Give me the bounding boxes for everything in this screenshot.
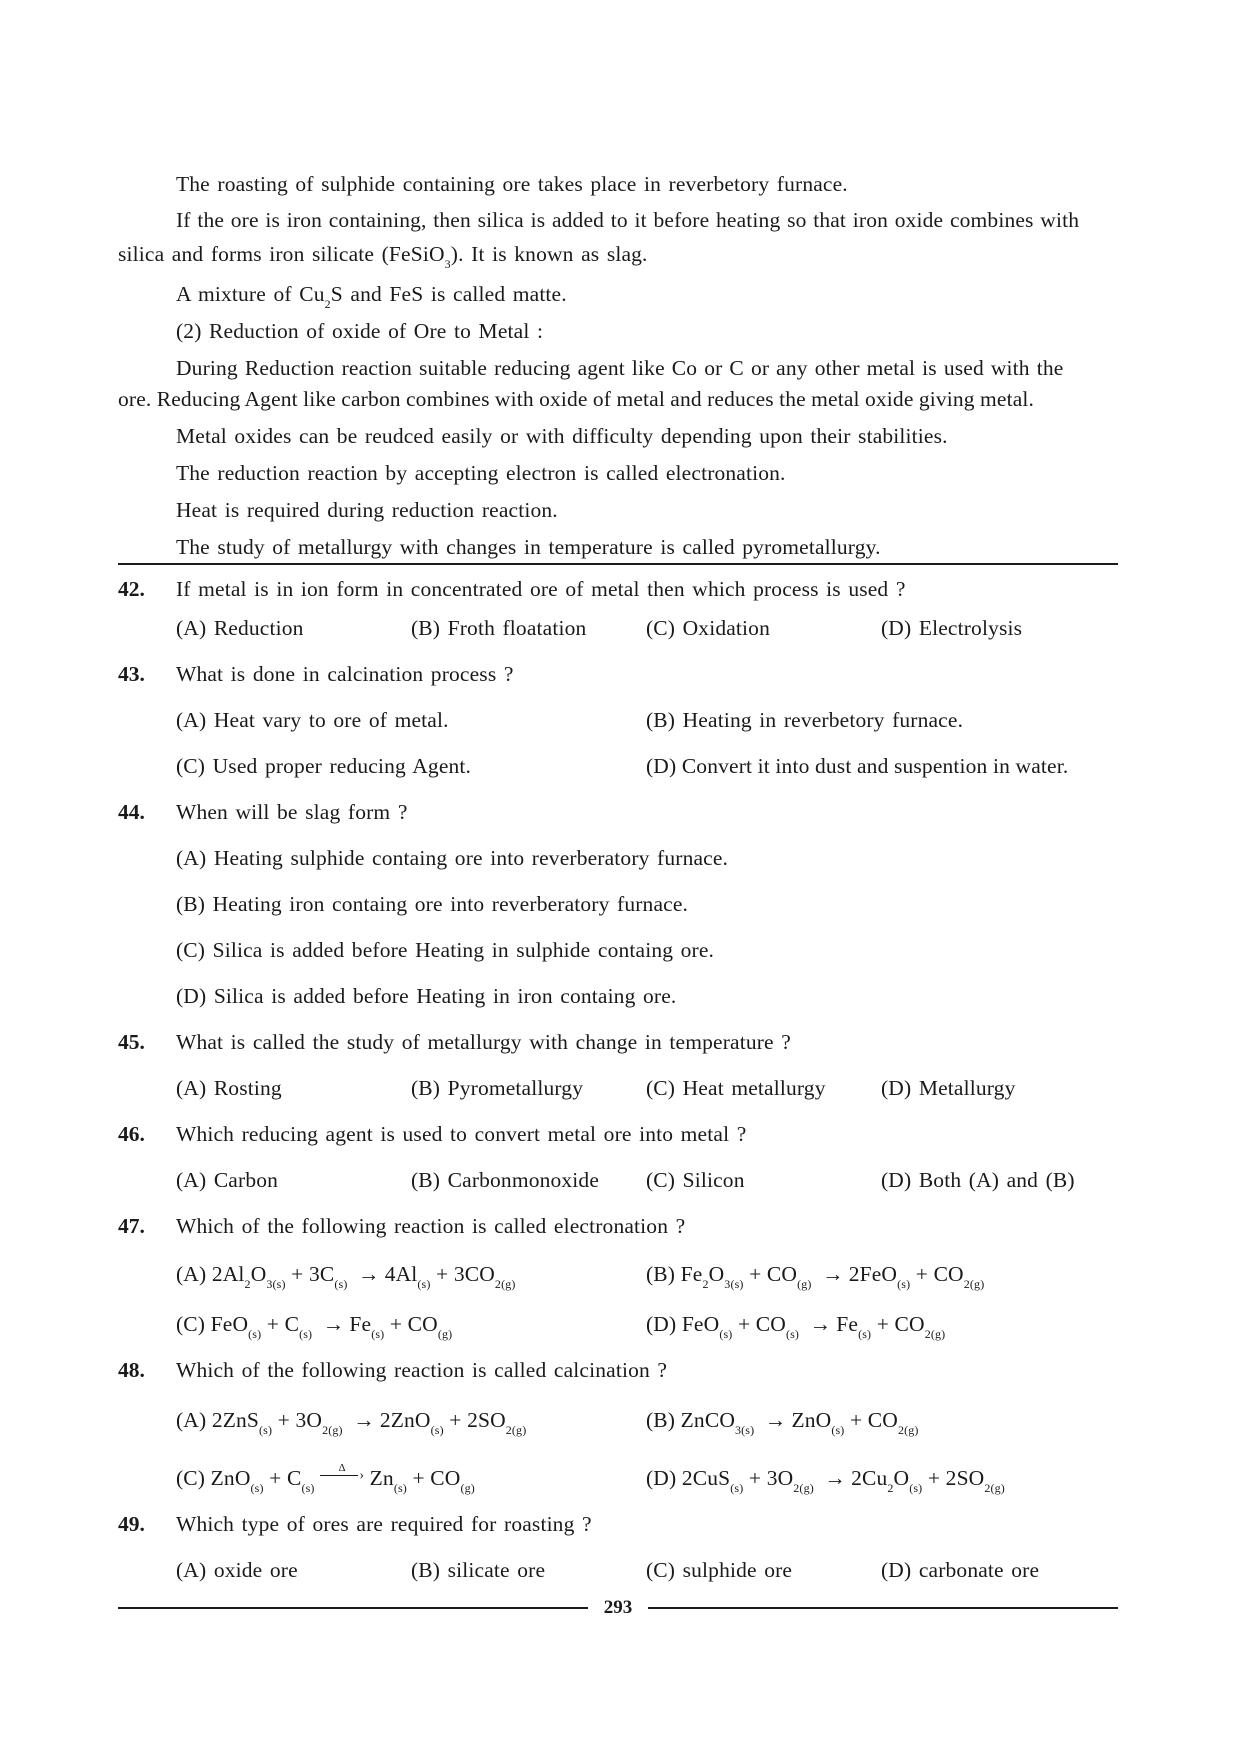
intro-silica-line2: silica and forms iron silicate (FeSiO$_3$). It is known as slag. xyxy=(118,242,648,271)
question-number: 47. xyxy=(118,1214,145,1238)
option-b-equation[interactable]: (B) $Fe_2O_{3(s)} + CO_{(g)} \to 2FeO_{(s)} + CO_{2(g)}$ xyxy=(646,1262,985,1291)
option-c[interactable]: (C) Used proper reducing Agent. xyxy=(176,754,472,778)
intro-silica-line1: If the ore is iron containing, then silica is added to it before heating so that iron oxide combines with xyxy=(176,208,1080,232)
question-text: When will be slag form ? xyxy=(176,800,408,824)
question-number: 44. xyxy=(118,800,145,824)
option-c[interactable]: (C) Oxidation xyxy=(646,616,770,640)
option-c[interactable]: (C) Silicon xyxy=(646,1168,745,1192)
reaction-arrow-icon: → xyxy=(824,1466,847,1490)
question-number: 48. xyxy=(118,1358,145,1382)
question-number: 45. xyxy=(118,1030,145,1054)
question-number: 42. xyxy=(118,577,145,601)
option-d[interactable]: (D) Metallurgy xyxy=(881,1076,1016,1100)
option-a[interactable]: (A) Rosting xyxy=(176,1076,282,1100)
reaction-arrow-icon: → xyxy=(358,1262,380,1286)
footer-rule-left xyxy=(118,1607,588,1609)
option-a[interactable]: (A) Heating sulphide containg ore into reverberatory furnace. xyxy=(176,846,729,870)
reaction-arrow-icon: → xyxy=(809,1312,832,1336)
option-d[interactable]: (D) carbonate ore xyxy=(881,1558,1040,1582)
intro-roasting-line: The roasting of sulphide containing ore takes place in reverbetory furnace. xyxy=(176,172,848,196)
question-text: Which type of ores are required for roasting ? xyxy=(176,1512,592,1536)
intro-electronation-line: The reduction reaction by accepting electron is called electronation. xyxy=(176,461,786,485)
option-d[interactable]: (D) Silica is added before Heating in iron containg ore. xyxy=(176,984,677,1008)
option-a-equation[interactable]: (A) $2ZnS_{(s)} + 3O_{2(g)} \to 2ZnO_{(s)} + 2SO_{2(g)}$ xyxy=(176,1408,527,1437)
question-number: 49. xyxy=(118,1512,145,1536)
reaction-arrow-icon: → xyxy=(322,1312,345,1336)
option-d[interactable]: (D) Electrolysis xyxy=(881,616,1023,640)
option-a[interactable]: (A) Heat vary to ore of metal. xyxy=(176,708,449,732)
option-c-equation[interactable]: (C) $ZnO_{(s)} + C_{(s)}$ Δ › $Zn_{(s)} + CO_{(g)}$ xyxy=(176,1462,475,1495)
intro-pyrometallurgy-line: The study of metallurgy with changes in temperature is called pyrometallurgy. xyxy=(176,535,881,559)
reaction-arrow-icon: → xyxy=(822,1262,844,1286)
option-c[interactable]: (C) Heat metallurgy xyxy=(646,1076,826,1100)
question-number: 43. xyxy=(118,662,145,686)
question-number: 46. xyxy=(118,1122,145,1146)
option-b[interactable]: (B) Heating iron containg ore into reverberatory furnace. xyxy=(176,892,689,916)
option-d[interactable]: (D) Both (A) and (B) xyxy=(881,1168,1075,1192)
question-text: Which reducing agent is used to convert metal ore into metal ? xyxy=(176,1122,747,1146)
option-a-equation[interactable]: (A) $2Al_2O_{3(s)} + 3C_{(s)} \to 4Al_{(s)} + 3CO_{2(g)}$ xyxy=(176,1262,516,1291)
option-d-equation[interactable]: (D) $FeO_{(s)} + CO_{(s)} \to Fe_{(s)} + CO_{2(g)}$ xyxy=(646,1312,946,1341)
intro-reduction-line1: During Reduction reaction suitable reducing agent like Co or C or any other metal is used with the xyxy=(176,356,1064,380)
heat-arrow-icon: Δ › xyxy=(320,1467,364,1485)
option-b[interactable]: (B) Carbonmonoxide xyxy=(411,1168,600,1192)
reaction-arrow-icon: → xyxy=(353,1408,375,1432)
option-c[interactable]: (C) Silica is added before Heating in sulphide containg ore. xyxy=(176,938,715,962)
intro-matte-line: A mixture of $Cu_2S$ and FeS is called matte. xyxy=(176,282,567,311)
option-d-equation[interactable]: (D) $2CuS_{(s)} + 3O_{2(g)} \to 2Cu_2O_{(s)} + 2SO_{2(g)}$ xyxy=(646,1466,1005,1495)
intro-metal-oxides-line: Metal oxides can be reudced easily or with difficulty depending upon their stabilities. xyxy=(176,424,948,448)
question-text: If metal is in ion form in concentrated ore of metal then which process is used ? xyxy=(176,577,906,601)
option-b-equation[interactable]: (B) ZnCO$_{3(s)}$ → $ZnO_{(s)} + CO_{2(g)}$ xyxy=(646,1408,919,1437)
intro-heat-line: Heat is required during reduction reaction. xyxy=(176,498,558,522)
option-a[interactable]: (A) Reduction xyxy=(176,616,304,640)
question-text: Which of the following reaction is called electronation ? xyxy=(176,1214,686,1238)
page-number: 293 xyxy=(603,1597,633,1618)
option-c[interactable]: (C) sulphide ore xyxy=(646,1558,793,1582)
option-b[interactable]: (B) Froth floatation xyxy=(411,616,587,640)
option-b[interactable]: (B) Pyrometallurgy xyxy=(411,1076,584,1100)
section-divider xyxy=(118,563,1118,565)
option-b[interactable]: (B) Heating in reverbetory furnace. xyxy=(646,708,964,732)
option-c-equation[interactable]: (C) $FeO_{(s)} + C_{(s)} \to Fe_{(s)} + CO_{(g)}$ xyxy=(176,1312,453,1341)
footer-rule-right xyxy=(648,1607,1118,1609)
question-text: What is done in calcination process ? xyxy=(176,662,514,686)
question-text: Which of the following reaction is called calcination ? xyxy=(176,1358,668,1382)
reaction-arrow-icon: → xyxy=(764,1408,787,1432)
question-text: What is called the study of metallurgy with change in temperature ? xyxy=(176,1030,791,1054)
option-a[interactable]: (A) Carbon xyxy=(176,1168,279,1192)
option-b[interactable]: (B) silicate ore xyxy=(411,1558,546,1582)
option-d[interactable]: (D) Convert it into dust and suspention in water. xyxy=(646,754,1069,778)
section-heading-reduction: (2) Reduction of oxide of Ore to Metal : xyxy=(176,319,544,343)
intro-reduction-line2: ore. Reducing Agent like carbon combines with oxide of metal and reduces the metal oxide giving metal. xyxy=(118,387,1035,411)
option-a[interactable]: (A) oxide ore xyxy=(176,1558,298,1582)
